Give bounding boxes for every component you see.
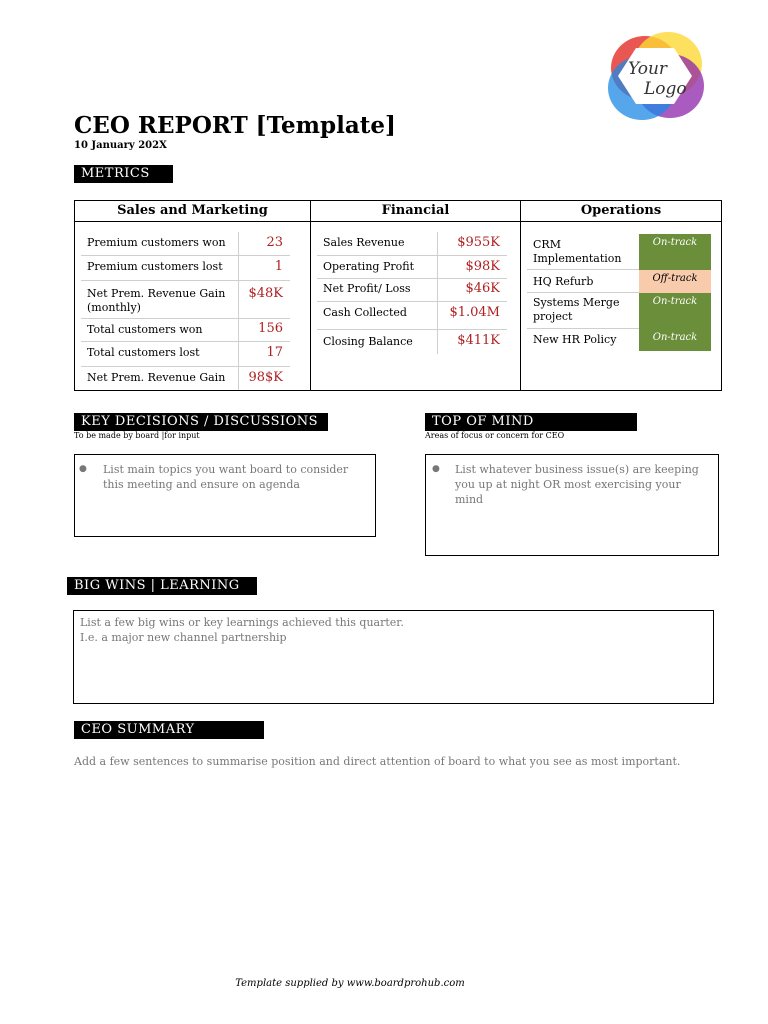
company-logo [600, 26, 710, 126]
big-wins-line-2: I.e. a major new channel partnership [80, 631, 287, 644]
key-decisions-heading: KEY DECISIONS / DISCUSSIONS [74, 413, 328, 431]
metric-label: Closing Balance [323, 335, 413, 348]
bullet-icon: ● [432, 464, 440, 474]
report-date: 10 January 202X [74, 140, 167, 151]
status-badge: On-track [639, 234, 711, 270]
metric-row [81, 319, 290, 342]
metrics-table [74, 200, 722, 391]
big-wins-heading: BIG WINS | LEARNING [67, 577, 257, 595]
metric-value: 98$K [238, 367, 290, 390]
metric-value: $955K [437, 232, 507, 256]
metric-row [81, 342, 290, 367]
metric-label: Operating Profit [317, 256, 437, 279]
metric-value: 23 [238, 232, 290, 256]
logo-icon [600, 26, 710, 126]
metric-row [317, 232, 507, 256]
project-label: Systems Merge project [527, 293, 639, 329]
metric-row [81, 232, 290, 256]
footer-credit: Template supplied by www.boardprohub.com [235, 978, 465, 989]
operations-row [527, 234, 711, 270]
operations-column [520, 201, 721, 390]
metric-label: Total customers won [81, 319, 238, 342]
operations-row [527, 293, 711, 329]
sales-marketing-header: Sales and Marketing [75, 201, 310, 222]
top-of-mind-box [425, 454, 719, 556]
metric-value: $98K [437, 256, 507, 279]
metric-label: Net Prem. Revenue Gain [87, 371, 226, 384]
status-badge: Off-track [639, 270, 711, 293]
svg-text:Logo: Logo [644, 79, 687, 99]
operations-row [527, 329, 711, 351]
metric-label: Premium customers won [81, 232, 238, 256]
metric-value: $1.04M [437, 302, 507, 330]
financial-column [310, 201, 520, 390]
operations-row [527, 270, 711, 293]
svg-text:Your: Your [628, 59, 668, 79]
metric-row [317, 302, 507, 330]
top-of-mind-caption: Areas of focus or concern for CEO [425, 431, 565, 440]
top-of-mind-text: List whatever business issue(s) are keeping you up at night OR most exercising your mind [455, 463, 699, 506]
metric-label: Total customers lost [81, 342, 238, 367]
metric-row [81, 281, 290, 319]
metric-row [317, 330, 507, 354]
status-badge: On-track [639, 329, 711, 351]
metric-value: 17 [238, 342, 290, 367]
ceo-summary-text: Add a few sentences to summarise position and direct attention of board to what you see as most important. [74, 755, 681, 768]
status-badge: On-track [639, 293, 711, 329]
project-label: New HR Policy [533, 333, 617, 346]
metric-row [81, 256, 290, 281]
big-wins-box [73, 610, 714, 704]
sales-marketing-column [75, 201, 310, 390]
key-decisions-caption: To be made by board |for input [74, 431, 200, 440]
metrics-heading: METRICS [74, 165, 173, 183]
metric-value: $411K [437, 330, 507, 354]
ceo-summary-heading: CEO SUMMARY [74, 721, 264, 739]
key-decisions-text: List main topics you want board to consider this meeting and ensure on agenda [103, 463, 349, 491]
metric-row [317, 256, 507, 279]
metric-row [317, 279, 507, 302]
metric-label: Cash Collected [317, 302, 437, 330]
metric-value: 1 [238, 256, 290, 281]
metric-value: $48K [238, 281, 290, 319]
metric-value: $46K [437, 279, 507, 302]
key-decisions-box [74, 454, 376, 537]
metric-label: Net Prem. Revenue Gain (monthly) [81, 281, 238, 319]
metric-label: Premium customers lost [81, 256, 238, 281]
metric-row [81, 367, 290, 390]
operations-header: Operations [521, 201, 721, 222]
project-label: CRM Implementation [527, 234, 639, 270]
top-of-mind-heading: TOP OF MIND [425, 413, 637, 431]
metric-label: Net Profit/ Loss [317, 279, 437, 302]
metric-value: 156 [238, 319, 290, 342]
project-label: HQ Refurb [527, 270, 639, 293]
bullet-icon: ● [79, 464, 87, 474]
big-wins-line-1: List a few big wins or key learnings achieved this quarter. [80, 616, 404, 629]
financial-header: Financial [311, 201, 520, 222]
page-title: CEO REPORT [Template] [74, 112, 396, 139]
metric-label: Sales Revenue [317, 232, 437, 256]
